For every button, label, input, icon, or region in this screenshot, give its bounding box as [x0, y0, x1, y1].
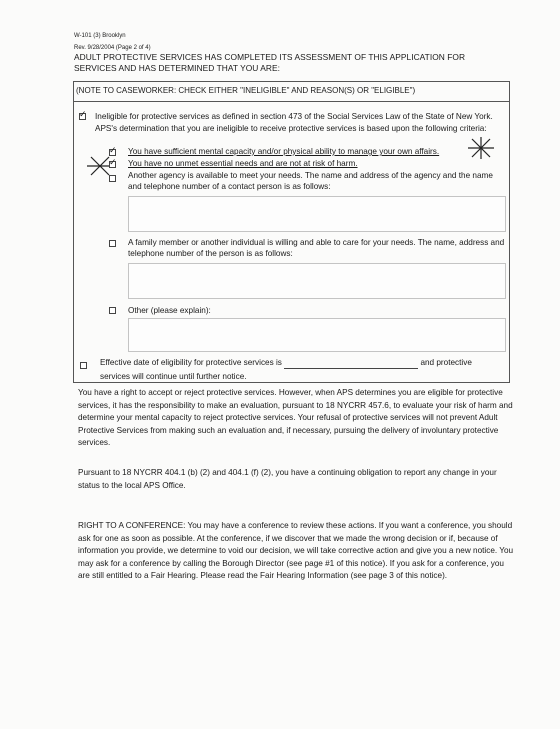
effective-date-field[interactable]: [284, 361, 418, 369]
divider: [73, 101, 510, 102]
ineligible-checkbox[interactable]: [79, 109, 87, 120]
ineligible-label: Ineligible for protective services as defined in section 473 of the Social Services Law of the State of New York. APS's determination that you are ineligible to receive protective services is based upon the following criteria:: [95, 112, 493, 133]
right-to-reject-paragraph: You have a right to accept or reject protective services. However, when APS determines you are eligible for protective services, it has the responsibility to make an evaluation, pursuant to 18 NYCRR 457.6, to evaluate your risk of harm and determine your mental capacity to reject protective services. Your refusal of protective services will not prevent Adult Protective Services from making such an evaluation and, if necessary, pursuing the delivery of involuntary protective services.: [78, 388, 513, 447]
caseworker-note: (NOTE TO CASEWORKER: CHECK EITHER "INELIGIBLE" AND REASON(S) OR "ELIGIBLE"): [76, 86, 416, 95]
criterion-other-label: Other (please explain):: [128, 306, 211, 315]
conference-rights-paragraph: RIGHT TO A CONFERENCE: You may have a conference to review these actions. If you want a conference, you should ask for one as soon as possible. At the conference, if we discover that we made the wrong decision or if, because of information you provide, we determine to void our decision, we will take corrective action and give you a new notice. You may ask for a conference by calling the Borough Director (see page #1 of this notice). If you ask for a conference, you are still entitled to a Fair Hearing. Please read the Fair Hearing Information (see page 3 of this notice).: [78, 521, 514, 580]
eligible-label: Effective date of eligibility for protective services is: [100, 358, 282, 367]
eligible-checkbox[interactable]: [80, 362, 87, 369]
eligible-statement: [100, 357, 510, 369]
agency-details-field[interactable]: [128, 196, 506, 232]
criterion-no-unmet-needs-checkbox[interactable]: [109, 157, 117, 168]
handwritten-star-icon: [466, 136, 496, 160]
criterion-another-agency-label: Another agency is available to meet your needs. The name and address of the agency and the name and telephone number of a contact person is as follows:: [128, 171, 493, 191]
criterion-another-agency-checkbox[interactable]: [109, 175, 116, 182]
criterion-no-unmet-needs-label: You have no unmet essential needs and are not at risk of harm.: [128, 159, 358, 168]
family-member-details-field[interactable]: [128, 263, 506, 299]
check-mark-icon: ✓: [79, 109, 87, 119]
criterion-family-member-checkbox[interactable]: [109, 240, 116, 247]
other-explanation-field[interactable]: [128, 318, 506, 352]
eligible-label-continued: and protective: [420, 358, 472, 367]
criterion-family-member-label: A family member or another individual is willing and able to care for your needs. The name, address and telephone number of the person is as follows:: [128, 238, 505, 258]
eligible-label-line2: services will continue until further notice.: [100, 372, 247, 381]
criterion-other-checkbox[interactable]: [109, 307, 116, 314]
check-mark-icon: ✓: [109, 157, 117, 167]
form-id: W-101 (3) Brooklyn: [74, 33, 126, 39]
revision-date: Rev. 9/28/2004 (Page 2 of 4): [74, 45, 151, 51]
check-mark-icon: ✓: [109, 145, 117, 155]
criterion-mental-capacity-label: You have sufficient mental capacity and/or physical ability to manage your own affairs.: [128, 147, 440, 156]
page-heading: ADULT PROTECTIVE SERVICES HAS COMPLETED ITS ASSESSMENT OF THIS APPLICATION FOR SERVICES AND HAS DETERMINED THAT YOU ARE:: [74, 52, 466, 73]
reporting-obligation-paragraph: Pursuant to 18 NYCRR 404.1 (b) (2) and 404.1 (f) (2), you have a continuing obligation to report any change in your status to the local APS Office.: [78, 468, 497, 490]
